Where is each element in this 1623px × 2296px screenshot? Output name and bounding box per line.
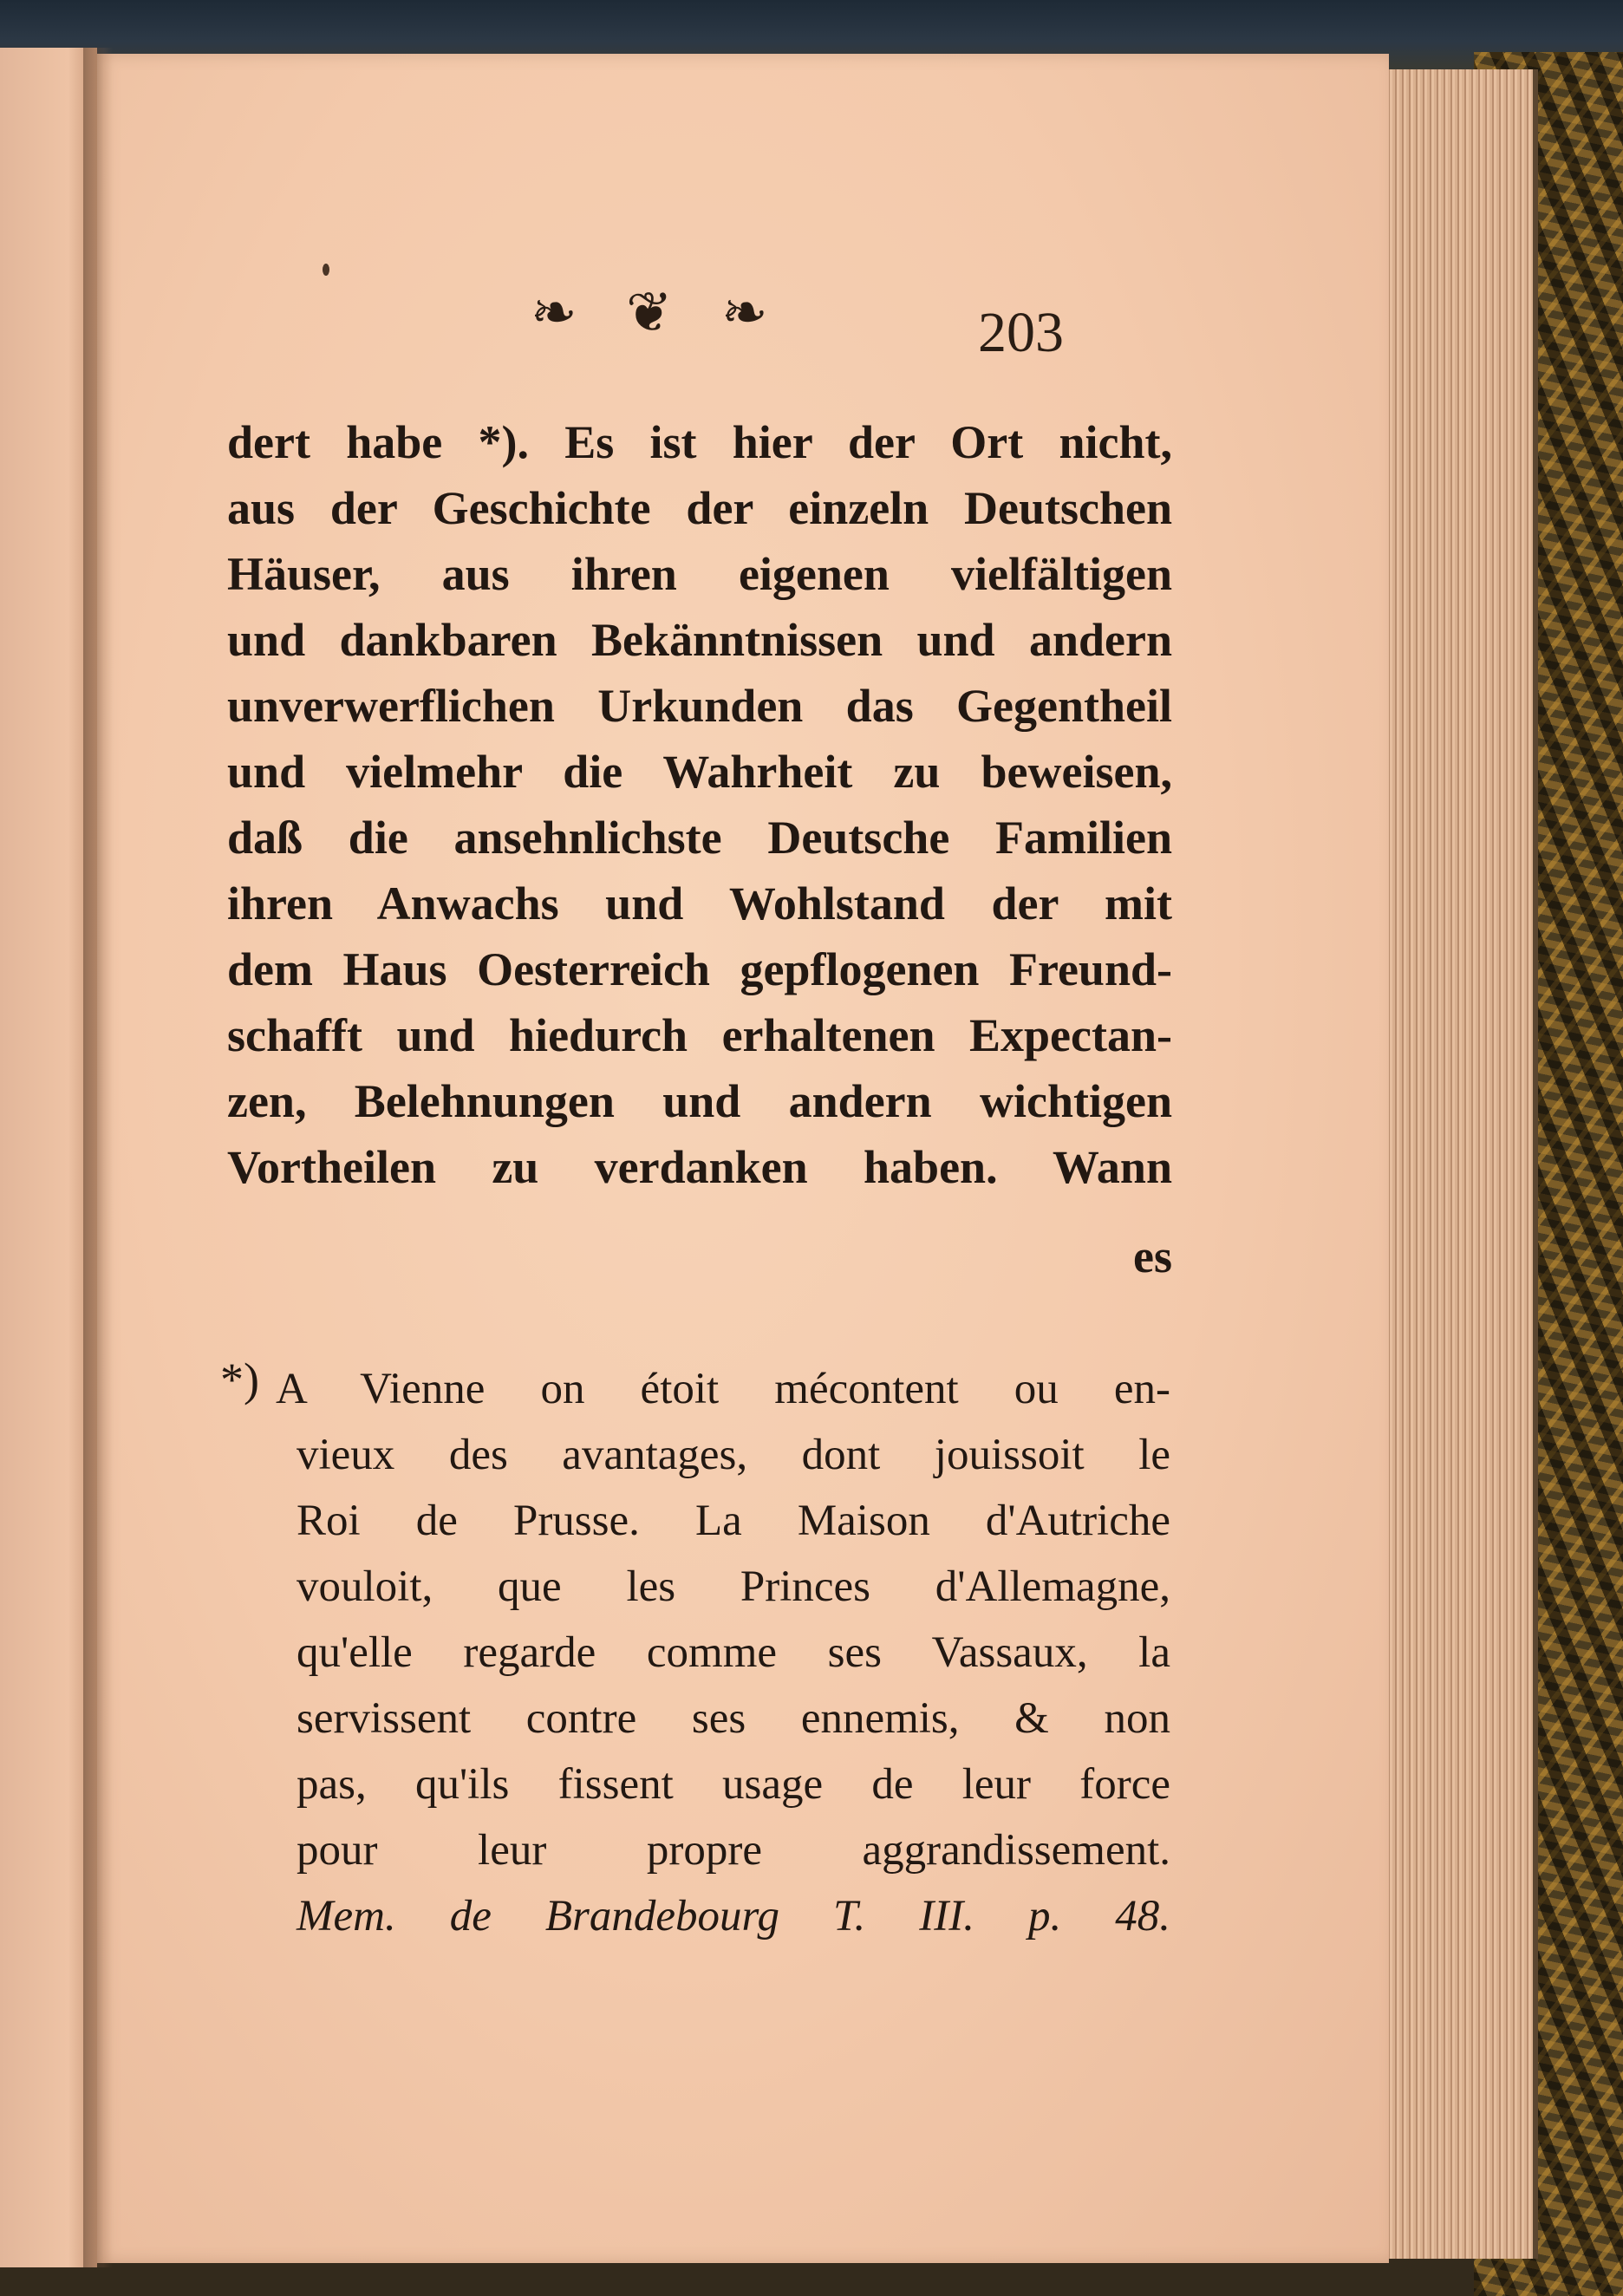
footnote-line: vouloit, que les Princes d'Allemagne, xyxy=(297,1562,1170,1611)
footnote-mark: *) xyxy=(220,1353,259,1406)
footnote-line: qu'elle regarde comme ses Vassaux, la xyxy=(297,1628,1170,1677)
footnote-line: Roi de Prusse. La Maison d'Autriche xyxy=(297,1497,1170,1545)
ink-speck xyxy=(323,264,329,276)
text-line: Häuser, aus ihren eigenen vielfältigen xyxy=(227,548,1172,600)
text-line: aus der Geschichte der einzeln Deutschen xyxy=(227,482,1172,534)
footnote-line: pas, qu'ils fissent usage de leur force xyxy=(297,1760,1170,1809)
footnote-citation: Mem. de Brandebourg T. III. p. 48. xyxy=(297,1892,1170,1941)
text-line: daß die ansehnlichste Deutsche Familien xyxy=(227,812,1172,864)
text-line: dem Haus Oesterreich gepflogenen Freund- xyxy=(227,943,1172,995)
text-line: ihren Anwachs und Wohlstand der mit xyxy=(227,877,1172,929)
footnote-line: vieux des avantages, dont jouissoit le xyxy=(297,1431,1170,1479)
text-line: und vielmehr die Wahrheit zu beweisen, xyxy=(227,746,1172,798)
catchword: es xyxy=(1133,1230,1172,1282)
text-line: schafft und hiedurch erhaltenen Expectan- xyxy=(227,1009,1172,1061)
running-header xyxy=(97,281,1389,364)
text-line: unverwerflichen Urkunden das Gegentheil xyxy=(227,680,1172,732)
main-text-block xyxy=(227,409,1172,1200)
footnote-line: A Vienne on étoit mécontent ou en- xyxy=(276,1365,1170,1413)
ornament-icon: ❧ ❦ ❧ xyxy=(531,281,784,345)
text-line: und dankbaren Bekänntnissen und andern xyxy=(227,614,1172,666)
gutter-shadow xyxy=(83,48,113,2267)
text-line: dert habe *). Es ist hier der Ort nicht, xyxy=(227,416,1172,468)
page-number: 203 xyxy=(978,301,1064,364)
footnote-block xyxy=(276,1356,1170,1949)
book-page xyxy=(97,54,1389,2263)
footnote-line: pour leur propre aggrandissement. xyxy=(297,1826,1170,1875)
text-line: zen, Belehnungen und andern wichtigen xyxy=(227,1075,1172,1127)
page-stack-edges xyxy=(1385,69,1538,2259)
text-line: Vortheilen zu verdanken haben. Wann xyxy=(227,1141,1172,1193)
footnote-line: servissent contre ses ennemis, & non xyxy=(297,1694,1170,1743)
